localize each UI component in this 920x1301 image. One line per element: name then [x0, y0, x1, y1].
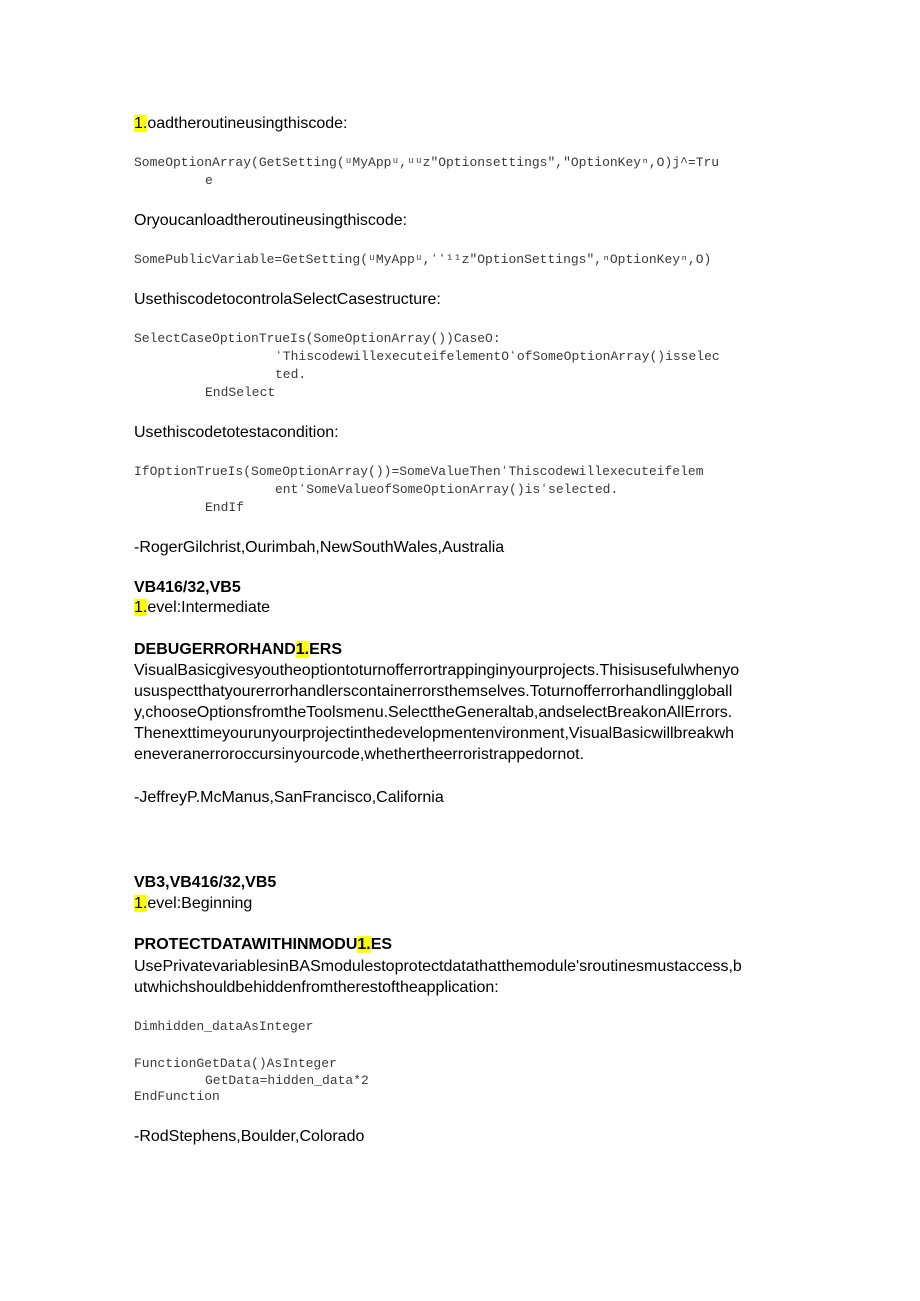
- body-line: y,chooseOptionsfromtheToolsmenu.SelecttheGeneraltab,andselectBreakonAllErrors.: [134, 704, 733, 721]
- code-line: SomeOptionArray(GetSetting(ᵘMyAppᵘ,ᵘᵘz"Optionsettings","OptionKeyⁿ,O)j^=Tru: [134, 155, 720, 170]
- code-line: GetData=hidden_data*2: [205, 1073, 369, 1088]
- title-text: DEBUGERRORHAND: [134, 641, 296, 658]
- load-routine-intro: [134, 113, 348, 134]
- intro-text: oadtheroutineusingthiscode:: [147, 115, 348, 132]
- code-line: e: [205, 173, 213, 188]
- highlight-mark: 1.: [357, 936, 371, 953]
- tip-title: [134, 934, 392, 955]
- highlight-mark: 1.: [134, 895, 148, 912]
- title-text: ES: [370, 936, 393, 953]
- tip-body: [134, 660, 739, 765]
- author-credit: -RogerGilchrist,Ourimbah,NewSouthWales,Australia: [134, 539, 505, 556]
- body-line: VisualBasicgivesyoutheoptiontoturnofferrortrappinginyourprojects.Thisisusefulwhenyo: [134, 662, 740, 679]
- tip-body: [134, 956, 742, 998]
- code-line: ʻThiscodewillexecuteifelementOʻofSomeOptionArray()isselec: [275, 349, 720, 364]
- code-line: ted.: [275, 367, 307, 382]
- body-line: eneveranerroroccursinyourcode,whethertheerroristrappedornot.: [134, 746, 585, 763]
- body-line: Thenexttimeyourunyourprojectinthedevelopmentenvironment,VisualBasicwillbreakwh: [134, 725, 735, 742]
- code-line: IfOptionTrueIs(SomeOptionArray())=SomeValueThenʻThiscodewillexecuteifelem: [134, 464, 704, 479]
- alt-load-intro: Oryoucanloadtheroutineusingthiscode:: [134, 212, 408, 229]
- code-line: SelectCaseOptionTrueIs(SomeOptionArray())CaseO:: [134, 331, 501, 346]
- code-line: EndSelect: [205, 385, 276, 400]
- body-line: utwhichshouldbehiddenfromtherestoftheapplication:: [134, 979, 499, 996]
- title-text: PROTECTDATAWITHINMODU: [134, 936, 358, 953]
- code-line: Dimhidden_dataAsInteger: [134, 1019, 314, 1034]
- title-text: ERS: [309, 641, 343, 658]
- version-tags: VB3,VB416/32,VB5: [134, 874, 277, 891]
- code-line: EndIf: [205, 500, 245, 515]
- body-line: UsePrivatevariablesinBASmodulestoprotectdatathatthemodule'sroutinesmustaccess,b: [134, 958, 742, 975]
- code-line: FunctionGetData()AsInteger: [134, 1056, 337, 1071]
- body-line: ususpectthatyourerrorhandlerscontainerrorsthemselves.Toturnofferrorhandlinggloball: [134, 683, 733, 700]
- highlight-mark: 1.: [134, 115, 148, 132]
- highlight-mark: 1.: [134, 599, 148, 616]
- code-line: EndFunction: [134, 1089, 220, 1104]
- tip-title: [134, 639, 342, 660]
- version-tags: VB416/32,VB5: [134, 579, 241, 596]
- select-case-intro: UsethiscodetocontrolaSelectCasestructure:: [134, 291, 441, 308]
- highlight-mark: 1.: [295, 641, 310, 658]
- code-line: SomePublicVariable=GetSetting(ᵘMyAppᵘ,ʻʻ¹¹z"OptionSettings",ⁿOptionKeyⁿ,O): [134, 252, 712, 267]
- author-credit: -RodStephens,Boulder,Colorado: [134, 1128, 365, 1145]
- level-text: evel:Beginning: [147, 895, 253, 912]
- level-label: [134, 893, 252, 914]
- level-label: [134, 597, 270, 618]
- author-credit: -JeffreyP.McManus,SanFrancisco,California: [134, 789, 444, 806]
- condition-intro: Usethiscodetotestacondition:: [134, 424, 339, 441]
- level-text: evel:Intermediate: [147, 599, 271, 616]
- code-line: entʻSomeValueofSomeOptionArray()isʻselected.: [275, 482, 619, 497]
